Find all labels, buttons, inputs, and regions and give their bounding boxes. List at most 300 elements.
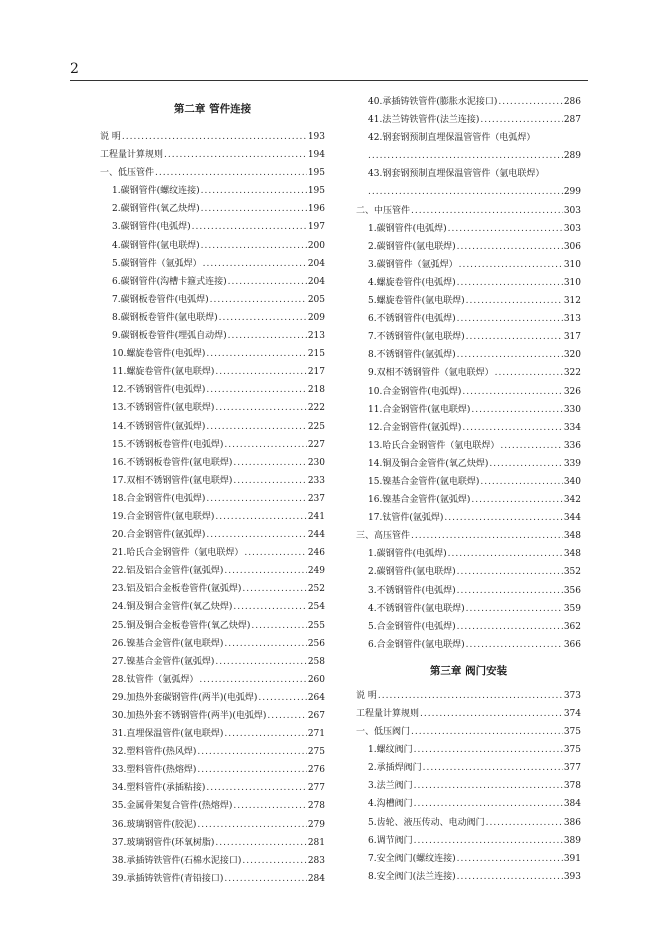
dot-leader	[459, 256, 563, 274]
toc-entry-title: 36.玻璃钢管件(胶泥)	[112, 819, 197, 830]
toc-entry-page: 267	[307, 711, 325, 721]
dot-leader	[215, 363, 306, 381]
toc-entry-title: 9.双相不锈钢管件（氩电联焊）	[368, 368, 494, 379]
dot-leader	[423, 759, 563, 777]
toc-entry[interactable]	[100, 544, 325, 562]
toc-entry[interactable]	[100, 146, 325, 164]
toc-entry-title: 3.不锈钢管件(电弧焊)	[368, 585, 456, 596]
toc-entry-page: 310	[563, 277, 581, 288]
toc-entry-title: 26.镍基合金管件(氩电联焊)	[112, 638, 224, 649]
toc-entry-title: 三、高压管件	[356, 531, 411, 542]
dot-leader	[206, 418, 306, 436]
toc-entry-title: 13.哈氏合金钢管件（氩电联焊）	[368, 440, 500, 451]
dot-leader	[457, 563, 563, 581]
toc-entry[interactable]	[100, 182, 325, 200]
toc-entry-page: 287	[563, 115, 581, 126]
dot-leader	[420, 705, 563, 723]
toc-entry-title: 39.承插铸铁管件(青铅接口)	[112, 873, 224, 884]
toc-entry-page: 264	[307, 692, 325, 703]
toc-entry-title: 8.碳钢板卷管件(氩电联焊)	[112, 312, 218, 323]
dot-leader	[480, 111, 562, 129]
toc-entry-title: 10.螺旋卷管件(电弧焊)	[112, 349, 206, 360]
toc-list	[100, 128, 325, 888]
toc-entry-page: 359	[563, 603, 581, 614]
dot-leader	[242, 852, 306, 870]
toc-entry-page: 249	[307, 566, 325, 577]
dot-leader	[215, 834, 306, 852]
dot-leader	[258, 689, 306, 707]
dot-leader	[368, 183, 563, 201]
toc-entry-title: 一、低压管件	[100, 168, 155, 179]
toc-entry-page: 320	[563, 350, 581, 361]
toc-entry[interactable]	[356, 687, 581, 705]
dot-leader	[228, 273, 307, 291]
toc-entry-page: 209	[307, 312, 325, 323]
chapter-heading: 第三章 阀门安装	[429, 664, 508, 677]
dot-leader	[457, 274, 563, 292]
toc-entry[interactable]	[356, 256, 581, 274]
toc-entry[interactable]	[356, 437, 581, 455]
toc-entry-title: 一、低压阀门	[356, 727, 411, 738]
toc-entry-title: 工程量计算规则	[100, 150, 164, 161]
toc-entry-title: 4.碳钢管件(氩电联焊)	[112, 240, 200, 251]
dot-leader	[224, 562, 306, 580]
dot-leader	[206, 779, 306, 797]
dot-leader	[251, 617, 306, 635]
toc-entry-page: 283	[307, 855, 325, 866]
dot-leader	[201, 182, 307, 200]
dot-leader	[244, 544, 306, 562]
toc-entry[interactable]	[100, 598, 325, 616]
toc-entry[interactable]	[100, 725, 325, 743]
toc-entry-page: 225	[307, 421, 325, 432]
toc-list	[356, 687, 581, 886]
toc-entry-page: 233	[307, 475, 325, 486]
dot-leader	[414, 777, 563, 795]
toc-entry[interactable]	[100, 580, 325, 598]
toc-entry[interactable]	[356, 777, 581, 795]
toc-entry-page: 246	[307, 548, 325, 559]
toc-entry[interactable]	[356, 292, 581, 310]
toc-entry[interactable]	[100, 761, 325, 779]
toc-entry[interactable]	[100, 617, 325, 635]
dot-leader	[466, 636, 563, 654]
toc-entry[interactable]	[356, 346, 581, 364]
toc-entry-title: 1.碳钢管件(电弧焊)	[368, 549, 447, 560]
toc-entry-title: 35.金属骨架复合管件(热熔焊)	[112, 801, 233, 812]
header-rule	[70, 80, 588, 81]
toc-entry-title: 30.加热外套不锈钢管件(两半)(电弧焊)	[112, 711, 267, 721]
toc-entry-title: 20.合金钢管件(氩弧焊)	[112, 530, 206, 541]
toc-entry-title: 5.齿轮、液压传动、电动阀门	[368, 817, 485, 828]
dot-leader	[466, 328, 563, 346]
toc-entry[interactable]	[100, 399, 325, 417]
toc-entry[interactable]	[100, 779, 325, 797]
dot-leader	[471, 401, 562, 419]
toc-entry[interactable]	[100, 689, 325, 707]
toc-entry[interactable]	[100, 508, 325, 526]
toc-entry[interactable]	[100, 653, 325, 671]
dot-leader	[228, 327, 307, 345]
toc-entry-page: 271	[307, 729, 325, 740]
toc-entry-title: 说 明	[356, 690, 377, 701]
toc-entry-title: 14.铜及铜合金管件(氧乙炔焊)	[368, 458, 489, 469]
toc-entry-page: 352	[563, 567, 581, 578]
dot-leader	[267, 707, 306, 725]
toc-entry-page: 303	[563, 205, 581, 216]
dot-leader	[368, 147, 563, 165]
dot-leader	[206, 381, 306, 399]
dot-leader	[414, 741, 563, 759]
dot-leader	[411, 202, 563, 220]
toc-entry-title: 38.承插铸铁管件(石棉水泥接口)	[112, 855, 242, 866]
toc-entry-title: 4.螺旋卷管件(电弧焊)	[368, 277, 456, 288]
dot-leader	[219, 309, 307, 327]
toc-entry[interactable]	[356, 545, 581, 563]
toc-entry-title: 34.塑料管件(承插粘接)	[112, 783, 206, 794]
dot-leader	[224, 725, 306, 743]
toc-entry[interactable]	[356, 705, 581, 723]
dot-leader	[233, 797, 306, 815]
toc-entry-title: 5.合金钢管件(电弧焊)	[368, 621, 456, 632]
toc-entry-page: 258	[307, 656, 325, 667]
dot-leader	[466, 600, 563, 618]
dot-leader	[201, 237, 307, 255]
dot-leader	[448, 545, 563, 563]
toc-entry[interactable]	[356, 473, 581, 491]
toc-entry-title: 28.钛管件（氩弧焊）	[112, 674, 199, 685]
toc-entry[interactable]	[100, 363, 325, 381]
toc-entry-page: 348	[563, 531, 581, 542]
page-number: 2	[70, 61, 79, 77]
toc-entry-title: 6.调节阀门	[368, 835, 413, 846]
toc-entry-page: 254	[307, 602, 325, 613]
toc-entry-title: 5.螺旋卷管件(氩电联焊)	[368, 296, 465, 307]
dot-leader	[201, 200, 307, 218]
toc-entry-page: 278	[307, 801, 325, 812]
toc-entry-page: 281	[307, 837, 325, 848]
toc-entry[interactable]	[356, 328, 581, 346]
dot-leader	[457, 238, 563, 256]
dot-leader	[155, 164, 307, 182]
toc-entry[interactable]	[100, 273, 325, 291]
toc-entry[interactable]	[356, 618, 581, 636]
toc-entry-title: 24.铜及铜合金管件(氧乙炔焊)	[112, 602, 233, 613]
toc-entry-title: 4.沟槽阀门	[368, 799, 413, 810]
toc-column-right	[356, 93, 581, 886]
toc-entry-page: 366	[563, 639, 581, 650]
toc-entry-page: 200	[307, 240, 325, 251]
dot-leader	[448, 220, 563, 238]
toc-entry-title: 18.合金钢管件(电弧焊)	[112, 493, 206, 504]
toc-entry-page: 306	[563, 241, 581, 252]
dot-leader	[444, 509, 562, 527]
toc-entry-page: 217	[307, 367, 325, 378]
dot-leader	[224, 635, 306, 653]
toc-entry[interactable]	[356, 491, 581, 509]
dot-leader	[457, 310, 563, 328]
toc-entry-page: 279	[307, 819, 325, 830]
dot-leader	[215, 508, 306, 526]
toc-entry-page: 255	[307, 620, 325, 631]
toc-entry[interactable]	[356, 129, 581, 147]
toc-entry[interactable]	[356, 147, 581, 165]
toc-entry-page: 384	[563, 799, 581, 810]
toc-entry-title: 6.碳钢管件(沟槽卡箍式连接)	[112, 276, 227, 287]
toc-entry[interactable]	[100, 436, 325, 454]
toc-entry[interactable]	[100, 164, 325, 182]
toc-entry-title: 21.哈氏合金钢管件（氩电联焊）	[112, 548, 244, 559]
toc-entry-page: 374	[563, 709, 581, 719]
toc-entry-page: 237	[307, 493, 325, 504]
toc-entry-page: 317	[563, 332, 581, 343]
toc-entry[interactable]	[356, 364, 581, 382]
toc-entry[interactable]	[100, 797, 325, 815]
toc-entry[interactable]	[100, 671, 325, 689]
toc-entry[interactable]	[356, 868, 581, 886]
toc-entry-page: 275	[307, 747, 325, 758]
toc-entry-title: 37.玻璃钢管件(环氧树脂)	[112, 837, 215, 848]
dot-leader	[197, 816, 306, 834]
dot-leader	[199, 671, 306, 689]
toc-entry[interactable]	[100, 291, 325, 309]
toc-entry[interactable]	[100, 635, 325, 653]
dot-leader	[206, 345, 306, 363]
toc-entry[interactable]	[356, 455, 581, 473]
toc-entry-title: 43.钢套钢预制直埋保温管管件（氩电联焊）	[368, 169, 545, 180]
dot-leader	[224, 436, 306, 454]
toc-entry-page: 218	[307, 385, 325, 396]
toc-entry-title: 2.承插焊阀门	[368, 763, 422, 774]
toc-entry-page: 286	[563, 97, 581, 107]
toc-entry[interactable]	[100, 327, 325, 345]
toc-entry-title: 4.不锈钢管件(氩电联焊)	[368, 603, 465, 614]
toc-entry-title: 2.碳钢管件(氩电联焊)	[368, 241, 456, 252]
dot-leader	[242, 580, 306, 598]
toc-entry[interactable]	[356, 850, 581, 868]
dot-leader	[203, 255, 307, 273]
dot-leader	[457, 346, 563, 364]
toc-entry[interactable]	[356, 165, 581, 183]
toc-entry[interactable]	[356, 419, 581, 437]
dot-leader	[495, 364, 563, 382]
toc-entry[interactable]	[356, 600, 581, 618]
toc-entry[interactable]	[356, 401, 581, 419]
toc-entry[interactable]	[100, 200, 325, 218]
toc-entry[interactable]	[356, 509, 581, 527]
toc-entry-title: 17.钛管件(氩弧焊)	[368, 513, 444, 524]
toc-entry-page: 334	[563, 422, 581, 433]
toc-entry-page: 299	[563, 187, 581, 198]
toc-entry-title: 8.安全阀门(法兰连接)	[368, 871, 456, 882]
toc-entry[interactable]	[356, 563, 581, 581]
toc-entry-title: 2.碳钢管件(氧乙炔焊)	[112, 204, 200, 215]
toc-entry[interactable]	[100, 870, 325, 888]
toc-entry-page: 377	[563, 763, 581, 774]
toc-entry[interactable]	[356, 202, 581, 220]
toc-entry-title: 29.加热外套碳钢管件(两半)(电弧焊)	[112, 692, 258, 703]
toc-entry-title: 1.碳钢管件(螺纹连接)	[112, 186, 200, 197]
toc-entry-title: 16.不锈钢板卷管件(氩电联焊)	[112, 457, 233, 468]
toc-entry-page: 256	[307, 638, 325, 649]
toc-entry[interactable]	[100, 526, 325, 544]
toc-entry[interactable]	[356, 274, 581, 292]
dot-leader	[414, 795, 563, 813]
dot-leader	[206, 526, 306, 544]
toc-entry-title: 17.双相不锈钢管件(氩电联焊)	[112, 475, 233, 486]
toc-entry-page: 205	[307, 294, 325, 305]
dot-leader	[462, 383, 562, 401]
dot-leader	[457, 618, 563, 636]
dot-leader	[233, 472, 306, 490]
toc-entry[interactable]	[356, 383, 581, 401]
toc-entry-title: 10.合金钢管件(电弧焊)	[368, 386, 462, 397]
toc-entry-page: 289	[563, 151, 581, 162]
toc-entry-page: 386	[563, 817, 581, 828]
toc-entry[interactable]	[100, 345, 325, 363]
dot-leader	[197, 761, 306, 779]
toc-entry-page: 227	[307, 439, 325, 450]
toc-entry-page: 362	[563, 621, 581, 632]
dot-leader	[192, 218, 307, 236]
dot-leader	[480, 473, 562, 491]
toc-entry[interactable]	[356, 582, 581, 600]
toc-entry[interactable]	[356, 310, 581, 328]
toc-entry[interactable]	[100, 834, 325, 852]
toc-entry-page: 330	[563, 404, 581, 415]
toc-entry-title: 22.铝及铝合金管件(氩弧焊)	[112, 566, 224, 577]
toc-entry-page: 215	[307, 349, 325, 360]
toc-entry-title: 1.碳钢管件(电弧焊)	[368, 223, 447, 234]
toc-entry-title: 32.塑料管件(热风焊)	[112, 747, 197, 758]
dot-leader	[233, 598, 306, 616]
toc-entry[interactable]	[356, 93, 581, 111]
dot-leader	[233, 454, 306, 472]
toc-entry[interactable]	[100, 218, 325, 236]
toc-entry[interactable]	[100, 255, 325, 273]
toc-entry-page: 322	[563, 368, 581, 379]
dot-leader	[378, 687, 563, 705]
toc-entry-page: 241	[307, 511, 325, 522]
toc-entry-page: 284	[307, 873, 325, 884]
toc-entry[interactable]	[356, 527, 581, 545]
toc-entry-title: 15.不锈钢板卷管件(电弧焊)	[112, 439, 224, 450]
toc-entry-title: 14.不锈钢管件(氩弧焊)	[112, 421, 206, 432]
toc-entry[interactable]	[356, 795, 581, 813]
toc-entry-title: 3.法兰阀门	[368, 781, 413, 792]
dot-leader	[457, 582, 563, 600]
dot-leader	[122, 128, 307, 146]
toc-entry-page: 378	[563, 781, 581, 792]
toc-entry[interactable]	[100, 128, 325, 146]
toc-entry-page: 340	[563, 476, 581, 487]
toc-entry[interactable]	[100, 743, 325, 761]
toc-entry-title: 15.镍基合金管件(氩电联焊)	[368, 476, 480, 487]
toc-entry-page: 260	[307, 674, 325, 685]
toc-entry-title: 23.铝及铝合金板卷管件(氩弧焊)	[112, 584, 242, 595]
toc-entry[interactable]	[100, 418, 325, 436]
toc-entry-title: 40.承插铸铁管件(膨胀水泥接口)	[368, 97, 498, 107]
toc-entry[interactable]	[100, 381, 325, 399]
toc-entry[interactable]	[356, 220, 581, 238]
toc-entry[interactable]	[100, 237, 325, 255]
toc-entry[interactable]	[100, 490, 325, 508]
toc-entry-page: 196	[307, 204, 325, 215]
toc-entry[interactable]	[100, 472, 325, 490]
dot-leader	[215, 653, 306, 671]
toc-entry-title: 3.碳钢管件（氩弧焊）	[368, 259, 458, 270]
toc-entry-page: 313	[563, 314, 581, 325]
toc-entry[interactable]	[356, 759, 581, 777]
dot-leader	[197, 743, 306, 761]
toc-entry-title: 12.不锈钢管件(电弧焊)	[112, 385, 206, 396]
toc-entry-page: 244	[307, 530, 325, 541]
toc-entry-page: 393	[563, 871, 581, 882]
toc-entry-title: 9.碳钢板卷管件(埋弧自动焊)	[112, 331, 227, 342]
toc-entry-title: 11.螺旋卷管件(氩电联焊)	[112, 367, 215, 378]
toc-entry-title: 6.合金钢管件(氩电联焊)	[368, 639, 465, 650]
toc-entry[interactable]	[356, 832, 581, 850]
dot-leader	[466, 292, 563, 310]
toc-entry-title: 12.合金钢管件(氩弧焊)	[368, 422, 462, 433]
dot-leader	[471, 491, 562, 509]
toc-entry-page: 197	[307, 222, 325, 233]
toc-entry[interactable]	[356, 238, 581, 256]
dot-leader	[206, 490, 306, 508]
toc-entry[interactable]	[100, 707, 325, 725]
toc-entry-title: 2.碳钢管件(氩电联焊)	[368, 567, 456, 578]
toc-entry-title: 41.法兰铸铁管件(法兰连接)	[368, 115, 480, 126]
toc-entry-page: 204	[307, 276, 325, 287]
toc-entry[interactable]	[356, 723, 581, 741]
toc-list	[356, 93, 581, 654]
toc-entry-page: 195	[307, 186, 325, 197]
toc-entry[interactable]	[100, 816, 325, 834]
toc-entry-title: 31.直埋保温管件(氩电联焊)	[112, 729, 224, 740]
dot-leader	[462, 419, 562, 437]
toc-entry-page: 391	[563, 853, 581, 864]
toc-entry[interactable]	[356, 741, 581, 759]
dot-leader	[489, 455, 562, 473]
toc-entry-page: 303	[563, 223, 581, 234]
toc-entry-title: 3.碳钢管件(电弧焊)	[112, 222, 191, 233]
toc-entry-page: 373	[563, 690, 581, 701]
toc-column-left	[100, 100, 325, 888]
toc-entry-page: 375	[563, 727, 581, 738]
toc-entry[interactable]	[356, 814, 581, 832]
toc-entry[interactable]	[100, 309, 325, 327]
toc-entry-page: 252	[307, 584, 325, 595]
toc-entry[interactable]	[356, 111, 581, 129]
toc-entry-page: 230	[307, 457, 325, 468]
toc-entry[interactable]	[100, 852, 325, 870]
toc-entry-title: 13.不锈钢管件(氩电联焊)	[112, 403, 215, 414]
toc-entry[interactable]	[356, 636, 581, 654]
dot-leader	[164, 146, 307, 164]
dot-leader	[224, 870, 306, 888]
toc-entry-title: 7.安全阀门(螺纹连接)	[368, 853, 456, 864]
toc-entry[interactable]	[100, 454, 325, 472]
toc-entry[interactable]	[356, 183, 581, 201]
dot-leader	[411, 527, 563, 545]
toc-entry-page: 204	[307, 258, 325, 269]
toc-entry-page: 222	[307, 403, 325, 414]
toc-entry-page: 348	[563, 549, 581, 560]
toc-entry[interactable]	[100, 562, 325, 580]
toc-entry-title: 7.碳钢板卷管件(电弧焊)	[112, 294, 209, 305]
toc-entry-page: 193	[307, 132, 325, 142]
toc-entry-title: 25.铜及铜合金板卷管件(氧乙炔焊)	[112, 620, 251, 631]
